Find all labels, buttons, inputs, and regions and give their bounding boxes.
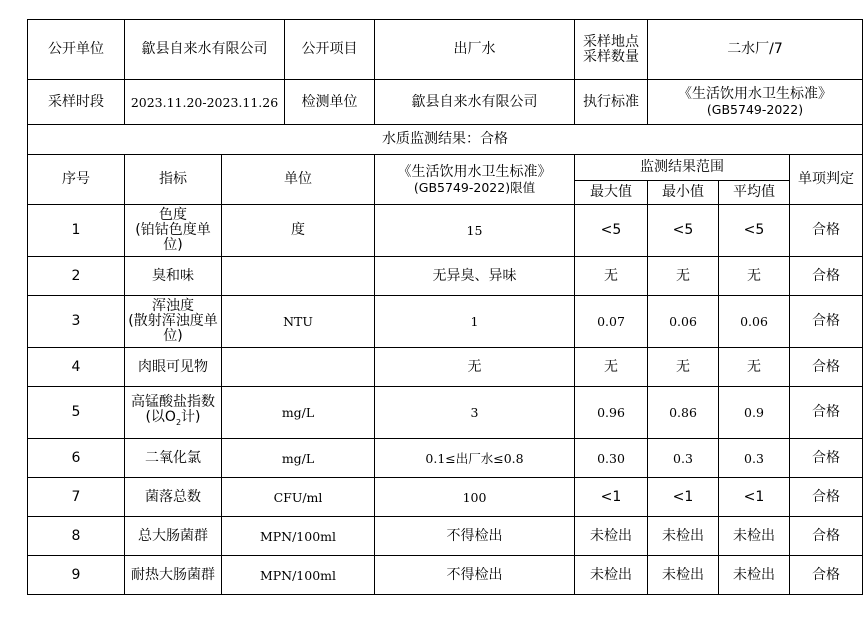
row-max: 0.96 — [575, 387, 648, 439]
row-indicator — [125, 205, 222, 257]
row-unit: mg/L — [222, 387, 375, 439]
row-unit: NTU — [222, 296, 375, 348]
row-no: 7 — [28, 478, 125, 517]
period-value: 2023.11.20-2023.11.26 — [125, 80, 285, 125]
header-row-1 — [28, 20, 863, 80]
table-row — [28, 296, 863, 348]
row-min: <1 — [648, 478, 719, 517]
table-row — [28, 478, 863, 517]
standard-value-line2: (GB5749-2022) — [706, 102, 804, 117]
row-indicator: 菌落总数 — [125, 478, 222, 517]
row-limit: 无异臭、异味 — [375, 257, 575, 296]
row-avg: 无 — [719, 348, 790, 387]
row-unit — [222, 257, 375, 296]
standard-value-line1: 《生活饮用水卫生标准》 — [678, 86, 832, 102]
row-judge: 合格 — [790, 296, 863, 348]
row-unit: CFU/ml — [222, 478, 375, 517]
row-indicator: 臭和味 — [125, 257, 222, 296]
row-indicator-line1: 色度 — [159, 207, 187, 223]
sampling-site-label — [575, 20, 648, 80]
row-unit: 度 — [222, 205, 375, 257]
table-row — [28, 257, 863, 296]
row-indicator-line2 — [127, 410, 219, 430]
sampling-site-value: 二水厂/7 — [648, 20, 863, 80]
sampling-site-label-line1: 采样地点 — [583, 33, 639, 50]
row-avg: 0.06 — [719, 296, 790, 348]
col-max-header: 最大值 — [575, 181, 648, 205]
col-min-header: 最小值 — [648, 181, 719, 205]
row-indicator-line2-sub: 2 — [175, 417, 182, 427]
row-judge: 合格 — [790, 517, 863, 556]
table-row — [28, 387, 863, 439]
row-max: 0.30 — [575, 439, 648, 478]
row-indicator-line2: (铂钴色度单位) — [135, 222, 211, 253]
row-min: 无 — [648, 257, 719, 296]
lab-label: 检测单位 — [285, 80, 375, 125]
water-quality-table — [27, 19, 863, 595]
row-indicator-line2: (散射浑浊度单位) — [128, 313, 218, 344]
row-min: 0.3 — [648, 439, 719, 478]
row-judge: 合格 — [790, 257, 863, 296]
public-unit-label: 公开单位 — [28, 20, 125, 80]
row-limit: 15 — [375, 205, 575, 257]
row-avg: 未检出 — [719, 556, 790, 595]
row-no: 9 — [28, 556, 125, 595]
row-unit: mg/L — [222, 439, 375, 478]
row-judge: 合格 — [790, 348, 863, 387]
table-row — [28, 556, 863, 595]
standard-value — [648, 80, 863, 125]
col-range-header: 监测结果范围 — [575, 155, 790, 181]
row-no: 5 — [28, 387, 125, 439]
col-no-header: 序号 — [28, 155, 125, 205]
row-limit: 不得检出 — [375, 556, 575, 595]
row-avg: 0.9 — [719, 387, 790, 439]
col-avg-header: 平均值 — [719, 181, 790, 205]
row-unit: MPN/100ml — [222, 517, 375, 556]
row-judge: 合格 — [790, 439, 863, 478]
row-min: <5 — [648, 205, 719, 257]
table-row — [28, 205, 863, 257]
row-limit: 无 — [375, 348, 575, 387]
table-row — [28, 348, 863, 387]
row-unit: MPN/100ml — [222, 556, 375, 595]
col-limit-header — [375, 155, 575, 205]
row-no: 6 — [28, 439, 125, 478]
public-unit-value: 歙县自来水有限公司 — [125, 20, 285, 80]
row-min: 0.86 — [648, 387, 719, 439]
row-judge: 合格 — [790, 205, 863, 257]
row-indicator — [125, 387, 222, 439]
row-min: 未检出 — [648, 517, 719, 556]
result-row — [28, 125, 863, 155]
row-max: 未检出 — [575, 556, 648, 595]
row-avg: 无 — [719, 257, 790, 296]
period-label: 采样时段 — [28, 80, 125, 125]
row-avg: <1 — [719, 478, 790, 517]
row-no: 8 — [28, 517, 125, 556]
col-judge-header: 单项判定 — [790, 155, 863, 205]
row-avg: <5 — [719, 205, 790, 257]
row-indicator: 耐热大肠菌群 — [125, 556, 222, 595]
row-judge: 合格 — [790, 556, 863, 595]
row-min: 未检出 — [648, 556, 719, 595]
row-avg: 0.3 — [719, 439, 790, 478]
lab-value: 歙县自来水有限公司 — [375, 80, 575, 125]
row-indicator-line1: 浑浊度 — [152, 298, 194, 314]
row-no: 4 — [28, 348, 125, 387]
row-min: 无 — [648, 348, 719, 387]
table-row — [28, 439, 863, 478]
column-header-row-1 — [28, 155, 863, 181]
row-indicator-line2-pre: (以O — [145, 409, 176, 426]
row-no: 2 — [28, 257, 125, 296]
sampling-site-label-line2: 采样数量 — [583, 48, 639, 65]
col-limit-header-line2: (GB5749-2022)限值 — [413, 179, 536, 195]
row-min: 0.06 — [648, 296, 719, 348]
col-indicator-header: 指标 — [125, 155, 222, 205]
row-indicator-line2-post: 计) — [181, 409, 201, 426]
row-unit — [222, 348, 375, 387]
row-judge: 合格 — [790, 387, 863, 439]
public-item-value: 出厂水 — [375, 20, 575, 80]
row-limit: 1 — [375, 296, 575, 348]
overall-result: 水质监测结果：合格 — [28, 125, 863, 155]
row-no: 1 — [28, 205, 125, 257]
row-limit: 100 — [375, 478, 575, 517]
table-row — [28, 517, 863, 556]
col-unit-header: 单位 — [222, 155, 375, 205]
row-limit: 不得检出 — [375, 517, 575, 556]
row-max: 无 — [575, 348, 648, 387]
row-max: 0.07 — [575, 296, 648, 348]
row-no: 3 — [28, 296, 125, 348]
row-limit: 3 — [375, 387, 575, 439]
row-indicator: 总大肠菌群 — [125, 517, 222, 556]
col-limit-header-line1: 《生活饮用水卫生标准》 — [397, 163, 552, 180]
row-indicator-line1: 高锰酸盐指数 — [131, 394, 215, 411]
standard-label: 执行标准 — [575, 80, 648, 125]
row-avg: 未检出 — [719, 517, 790, 556]
row-limit: 0.1≤出厂水≤0.8 — [375, 439, 575, 478]
row-indicator — [125, 296, 222, 348]
row-judge: 合格 — [790, 478, 863, 517]
row-max: 无 — [575, 257, 648, 296]
row-max: <1 — [575, 478, 648, 517]
header-row-2 — [28, 80, 863, 125]
public-item-label: 公开项目 — [285, 20, 375, 80]
row-max: <5 — [575, 205, 648, 257]
row-indicator: 肉眼可见物 — [125, 348, 222, 387]
row-indicator: 二氧化氯 — [125, 439, 222, 478]
row-max: 未检出 — [575, 517, 648, 556]
